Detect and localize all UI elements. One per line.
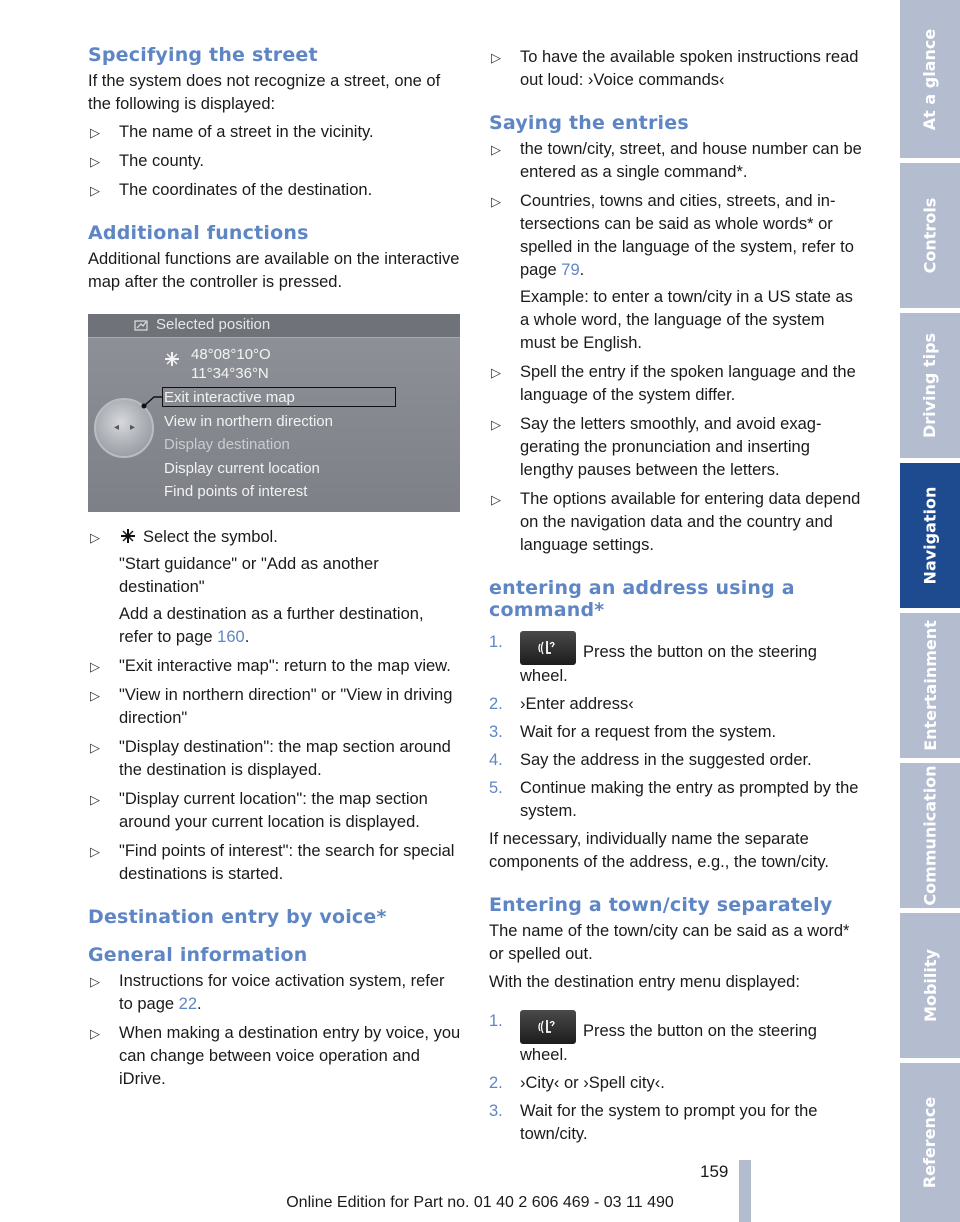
heading-additional-functions: Additional functions [88,222,309,244]
tab-entertainment[interactable]: Entertainment [900,613,960,758]
menu-item-find-poi[interactable]: Find points of interest [164,483,308,500]
additional-intro: Additional functions are available on the interactive map after the controller is pressed. [88,250,460,291]
functions-list [88,526,462,886]
controller-knob-icon: ◂ ▸ [94,398,154,458]
street-intro: If the system does not recognize a street, one of the following is displayed: [88,72,441,113]
footer-edition-note: Online Edition for Part no. 01 40 2 606 469 - 03 11 490 [286,1194,674,1211]
list-item: 4. Say the address in the suggested order. [489,751,812,769]
triangle-bullet-icon: ▷ [90,154,100,169]
tab-mobility[interactable]: Mobility [900,913,960,1058]
list-item: ▷ To have the available spoken instructions read out loud: ›Voice commands‹ [491,48,859,89]
list-item: ▷ "Display destination": the map section around the destination is displayed. [90,738,451,779]
menu-item-view-northern[interactable]: View in northern direction [164,412,333,430]
triangle-bullet-icon: ▷ [491,417,501,432]
list-item: 3. Wait for a request from the system. [489,723,777,741]
list-item: 3. Wait for the system to prompt you for the town/city. [489,1102,818,1143]
page-number: 159 [700,1162,729,1181]
coordinate-longitude: 48°08°10°O [191,346,271,363]
heading-address-command: entering an address using a command* [489,577,795,621]
general-list [88,970,462,1091]
chapter-tab-strip [900,0,960,1222]
triangle-bullet-icon: ▷ [90,792,100,807]
triangle-bullet-icon: ▷ [90,183,100,198]
heading-destination-entry-voice: Destination entry by voice* [88,906,387,928]
street-list [88,121,462,202]
list-item: ▷ "View in northern direction" or "View in driving direction" [90,686,453,727]
triangle-bullet-icon: ▷ [90,1026,100,1041]
list-item: ▷ The options available for entering data depend on the navigation data and the country and language settings. [491,490,861,554]
callout-line [88,314,460,512]
tab-controls[interactable]: Controls [900,163,960,308]
coordinate-latitude: 11°34°36°N [191,365,269,382]
heading-town-separately: Entering a town/city separately [489,894,833,916]
list-item: ▷ "Display current location": the map section around your current location is displayed. [90,790,428,831]
triangle-bullet-icon: ▷ [90,659,100,674]
page-link-22[interactable]: 22 [178,995,197,1013]
tab-driving-tips[interactable]: Driving tips [900,313,960,458]
screen-header-title: Selected position [156,316,271,333]
triangle-bullet-icon: ▷ [491,492,501,507]
voice-button-icon [520,631,576,665]
list-item: 2. ›City‹ or ›Spell city‹. [489,1074,665,1092]
heading-specifying-street: Specifying the street [88,44,318,66]
necessary-note: If necessary, individually name the separate components of the address, e.g., the town/city. [489,830,829,871]
list-item: 5. Continue making the entry as prompted by the system. [489,779,859,820]
list-item: ▷ Instructions for voice activation system, refer to page 22. [90,972,445,1013]
list-item: 1. Press the button on the steering wheel. [489,633,817,685]
left-column [88,44,462,1097]
tab-navigation[interactable]: Navigation [900,463,960,608]
list-item: 2. ›Enter address‹ [489,695,634,713]
heading-saying-entries: Saying the entries [489,112,689,134]
tab-communication[interactable]: Communication [900,763,960,908]
command-steps [489,631,863,823]
list-item: ▷ The name of a street in the vicinity. [88,121,462,144]
triangle-bullet-icon: ▷ [491,194,501,209]
map-position-icon [119,528,137,544]
tab-at-a-glance[interactable]: At a glance [900,0,960,158]
list-item: ▷ Countries, towns and cities, streets, and intersections can be said as whole words* or spelled in the language of the system, refer to page 79. Example: to enter a town/city in a US state as a whole word, the language of the system must be English. [491,192,854,352]
list-item: ▷ Say the letters smoothly, and avoid exaggerating the pronunciation and inserting lengthy pauses between the letters. [491,415,822,479]
triangle-bullet-icon: ▷ [90,125,100,140]
triangle-bullet-icon: ▷ [90,530,100,545]
town-menu-note: With the destination entry menu displayed: [489,973,800,991]
list-item: ▷ The county. [88,150,462,173]
triangle-bullet-icon: ▷ [90,688,100,703]
list-item: ▷ "Find points of interest": the search for special destinations is started. [90,842,455,883]
list-item: ▷ the town/city, street, and house number can be entered as a single command*. [491,140,862,181]
triangle-bullet-icon: ▷ [90,844,100,859]
triangle-bullet-icon: ▷ [90,974,100,989]
list-item: ▷ Select the symbol. "Start guidance" or "Add as another destination" Add a destination as a further destination, refer to page 160. [90,528,424,646]
spoken-list [489,46,863,92]
heading-general-information: General information [88,944,308,966]
menu-item-display-destination[interactable]: Display destination [164,436,290,453]
saying-list [489,138,863,557]
tab-reference[interactable]: Reference [900,1063,960,1222]
menu-item-display-current-location[interactable]: Display current location [164,459,320,477]
list-item: ▷ Spell the entry if the spoken language and the language of the system differ. [491,363,856,404]
list-item: ▷ When making a destination entry by voice, you can change between voice operation and iDrive. [90,1024,461,1088]
voice-button-icon [520,1010,576,1044]
town-intro: The name of the town/city can be said as a word* or spelled out. [489,922,850,963]
triangle-bullet-icon: ▷ [491,50,501,65]
triangle-bullet-icon: ▷ [90,740,100,755]
list-item: 1. Press the button on the steering wheel. [489,1012,817,1064]
triangle-bullet-icon: ▷ [491,142,501,157]
list-item: ▷ "Exit interactive map": return to the map view. [88,655,462,678]
page-marker-bar [739,1160,751,1222]
idrive-screen-image [88,314,460,512]
town-steps [489,1010,863,1146]
right-column [489,44,863,1151]
list-item: ▷ The coordinates of the destination. [88,179,462,202]
page-link-79[interactable]: 79 [561,261,580,279]
page-link-160[interactable]: 160 [217,628,245,646]
triangle-bullet-icon: ▷ [491,365,501,380]
menu-item-exit-interactive-map[interactable]: Exit interactive map [164,389,295,406]
